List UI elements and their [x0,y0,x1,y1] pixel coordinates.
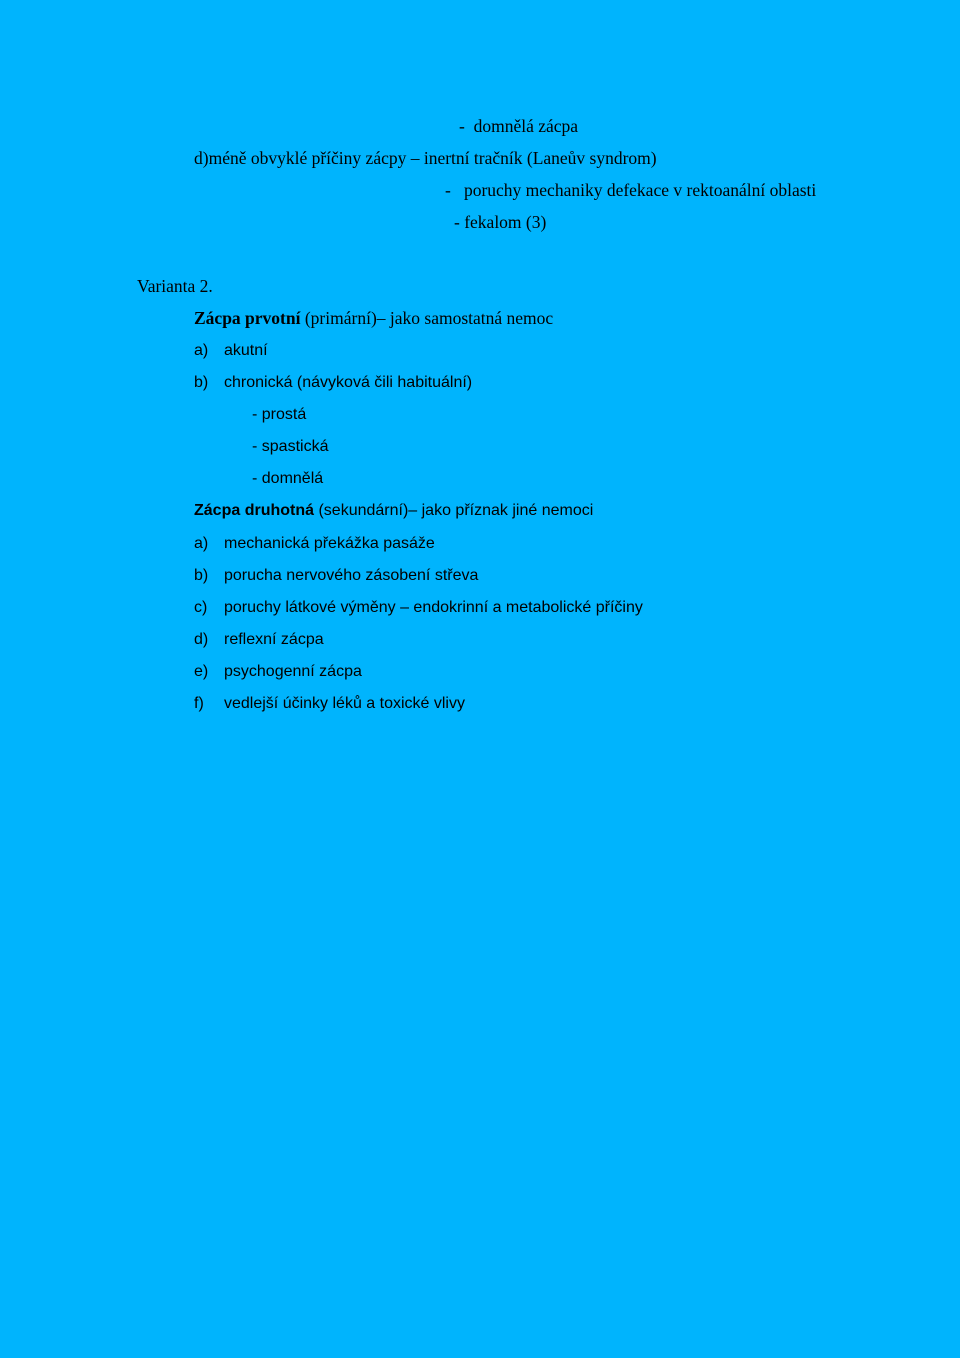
secondary-item [194,630,324,650]
primary-item-b-text: chronická (návyková čili habituální) [224,374,473,391]
secondary-item-label: a) [194,535,209,552]
secondary-item [194,598,643,618]
secondary-item-text: mechanická překážka pasáže [224,535,435,552]
primary-sub-domnela: - domnělá [252,470,324,487]
secondary-item [194,534,435,554]
secondary-item-label: c) [194,599,208,616]
secondary-item-label: d) [194,631,209,648]
primary-item-b [194,373,472,393]
top-item-defecation-mechanics: - poruchy mechaniky defekace v rektoanální oblasti [445,180,817,200]
variant-heading: Varianta 2. [137,276,213,296]
primary-constipation-title [194,308,553,328]
secondary-item [194,662,362,682]
secondary-item-label: e) [194,663,209,680]
primary-item-a [194,341,268,361]
secondary-title-bold: Zácpa druhotná [194,502,315,519]
secondary-item-text: reflexní zácpa [224,631,324,648]
primary-sub-prosta: - prostá [252,406,307,423]
secondary-item-text: porucha nervového zásobení střeva [224,567,479,584]
primary-item-b-label: b) [194,374,209,391]
primary-title-bold: Zácpa prvotní [194,308,301,328]
secondary-item-label: f) [194,695,204,712]
secondary-item-text: psychogenní zácpa [224,663,362,680]
secondary-item-text: poruchy látkové výměny – endokrinní a metabolické příčiny [224,599,643,616]
top-item-fekalom: - fekalom (3) [454,212,547,232]
primary-sub-spasticka: - spastická [252,438,329,455]
secondary-item [194,566,478,586]
secondary-item-text: vedlejší účinky léků a toxické vlivy [224,695,465,712]
secondary-item [194,694,465,714]
primary-title-rest: (primární)– jako samostatná nemoc [300,308,554,328]
secondary-item-label: b) [194,567,209,584]
top-item-less-common-causes: d)méně obvyklé příčiny zácpy – inertní tračník (Laneův syndrom) [194,148,657,168]
primary-item-a-text: akutní [224,342,268,359]
top-item-domnela-zacpa: - domnělá zácpa [459,116,579,136]
secondary-constipation-title [194,501,593,521]
secondary-title-rest: (sekundární)– jako příznak jiné nemoci [314,502,594,519]
primary-item-a-label: a) [194,342,209,359]
